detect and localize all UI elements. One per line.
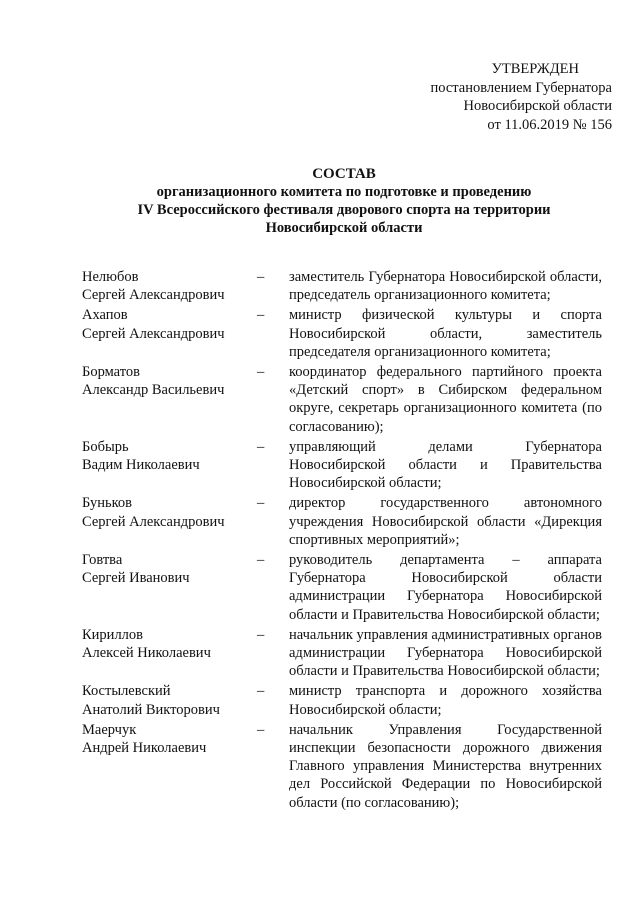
member-dash: – (257, 438, 265, 455)
member-role: координатор федерального партийного проекта «Детский спорт» в Сибирском федеральном округе, секретарь организационного комитета (по согласованию); (289, 364, 602, 435)
member-role: руководитель департамента – аппарата Губернатора Новосибирской области администрации Губернатора Новосибирской области и Правительства Новосибирской области; (289, 552, 602, 623)
member-given-names: Андрей Николаевич (82, 740, 207, 757)
title-line-1: организационного комитета по подготовке и проведению (156, 184, 532, 200)
document-title (80, 165, 608, 237)
member-dash: – (257, 721, 265, 738)
member-row (82, 626, 610, 681)
member-row (82, 268, 610, 304)
member-given-names: Сергей Александрович (82, 513, 225, 530)
member-row (82, 494, 610, 549)
member-surname: Буньков (82, 495, 132, 512)
member-row (82, 363, 610, 436)
member-row (82, 306, 610, 361)
member-name (82, 721, 257, 812)
approval-stamp (400, 60, 612, 134)
member-given-names: Сергей Александрович (82, 325, 225, 342)
member-surname: Ахапов (82, 307, 128, 324)
title-main: СОСТАВ (312, 166, 376, 182)
approval-date-number: от 11.06.2019 № 156 (487, 116, 612, 133)
member-role: начальник управления административных органов администрации Губернатора Новосибирской области и Правительства Новосибирской области; (289, 626, 602, 680)
member-name (82, 626, 257, 681)
member-surname: Борматов (82, 364, 140, 381)
approval-decree: постановлением Губернатора (430, 79, 612, 96)
member-name (82, 551, 257, 624)
member-name (82, 682, 257, 718)
member-given-names: Алексей Николаевич (82, 645, 211, 662)
member-name (82, 494, 257, 549)
member-surname: Костылевский (82, 683, 171, 700)
member-role: министр физической культуры и спорта Новосибирской области, заместитель председателя организационного комитета; (289, 307, 602, 360)
member-row (82, 721, 610, 812)
approval-region: Новосибирской области (463, 98, 612, 114)
member-role: директор государственного автономного учреждения Новосибирской области «Дирекция спортивных мероприятий»; (289, 495, 602, 548)
member-role: начальник Управления Государственной инспекции безопасности дорожного движения Главного управления Министерства внутренних дел Российской Федерации по Новосибирской области (по согласованию); (289, 721, 602, 811)
member-surname: Говтва (82, 552, 123, 569)
member-given-names: Сергей Иванович (82, 570, 190, 587)
member-given-names: Сергей Александрович (82, 287, 225, 304)
member-role: заместитель Губернатора Новосибирской области, председатель организационного комитета; (289, 269, 602, 304)
member-given-names: Анатолий Викторович (82, 701, 220, 718)
title-line-2: IV Всероссийского фестиваля дворового спорта на территории (137, 202, 551, 218)
member-role: министр транспорта и дорожного хозяйства Новосибирской области; (289, 683, 602, 718)
member-dash: – (257, 364, 265, 381)
member-name (82, 363, 257, 436)
title-line-3: Новосибирской области (265, 220, 423, 236)
member-row (82, 682, 610, 718)
member-surname: Бобырь (82, 438, 129, 455)
approval-heading: УТВЕРЖДЕН (491, 61, 579, 77)
member-dash: – (257, 552, 265, 569)
member-surname: Маерчук (82, 721, 137, 738)
member-dash: – (257, 269, 265, 285)
member-name (82, 438, 257, 493)
member-name (82, 268, 257, 304)
member-surname: Кириллов (82, 626, 144, 643)
member-role: управляющий делами Губернатора Новосибирской области и Правительства Новосибирской области; (289, 438, 602, 492)
member-row (82, 438, 610, 493)
member-surname: Нелюбов (82, 269, 139, 285)
member-dash: – (257, 683, 265, 700)
member-given-names: Вадим Николаевич (82, 457, 200, 474)
committee-roster (82, 268, 610, 814)
member-given-names: Александр Васильевич (82, 382, 225, 399)
member-dash: – (257, 495, 265, 512)
member-name (82, 306, 257, 361)
member-dash: – (257, 307, 265, 324)
member-row (82, 551, 610, 624)
member-dash: – (257, 626, 265, 643)
